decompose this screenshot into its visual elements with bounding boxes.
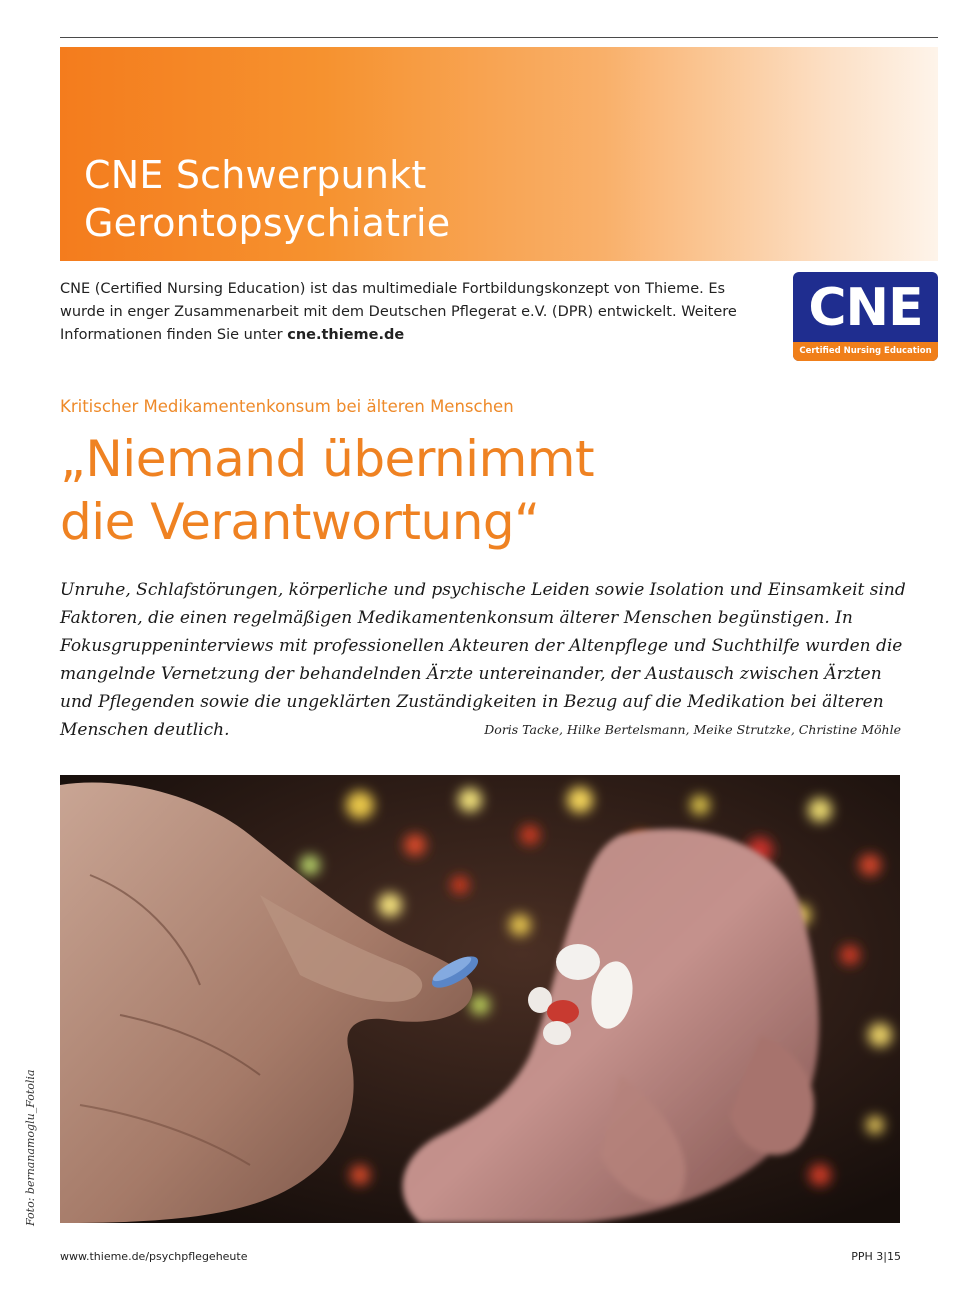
banner-title-line1: CNE Schwerpunkt (84, 153, 427, 197)
top-rule (60, 37, 938, 38)
article-authors: Doris Tacke, Hilke Bertelsmann, Meike Strutzke, Christine Möhle (484, 722, 901, 737)
intro-text (60, 278, 740, 347)
intro-link[interactable]: cne.thieme.de (287, 327, 405, 343)
section-banner (60, 47, 938, 261)
headline-line1: „Niemand übernimmt (60, 430, 595, 488)
cne-logo (793, 272, 938, 361)
footer-page-number: PPH 3|15 (851, 1250, 901, 1263)
article-photo (60, 775, 900, 1223)
article-kicker: Kritischer Medikamentenkonsum bei älteren Menschen (60, 397, 514, 416)
photo-credit: Foto: bernanamoglu_Fotolia (24, 1069, 37, 1226)
headline-line2: die Verantwortung“ (60, 493, 540, 551)
cne-logo-word: CNE (808, 278, 923, 338)
banner-title-line2: Gerontopsychiatrie (84, 201, 451, 245)
footer-url[interactable]: www.thieme.de/psychpflegeheute (60, 1250, 248, 1263)
photo-hands-pills (60, 775, 900, 1223)
article-lead: Unruhe, Schlafstörungen, körperliche und psychische Leiden sowie Isolation und Einsamkeit sind Faktoren, die einen regelmäßigen Medikamentenkonsum älterer Menschen begünstigen. In Fokusgruppeninterviews mit professionellen Akteuren der Altenpflege und Suchthilfe wurden die mangelnde Vernetzung der behandelnden Ärzte untereinander, der Austausch zwischen Ärzten und Pflegenden sowie die ungeklärten Zuständigkeiten in Bezug auf die Medikation bei älteren Menschen deutlich. (60, 580, 906, 740)
cne-logo-subtitle: Certified Nursing Education (793, 342, 938, 361)
article-headline (60, 428, 594, 554)
intro-body: CNE (Certified Nursing Education) ist das multimediale Fortbildungskonzept von Thieme. Es wurde in enger Zusammenarbeit mit dem Deutschen Pflegerat e.V. (DPR) entwickelt. Weitere Informationen finden Sie unter (60, 281, 737, 343)
banner-title (84, 151, 450, 247)
